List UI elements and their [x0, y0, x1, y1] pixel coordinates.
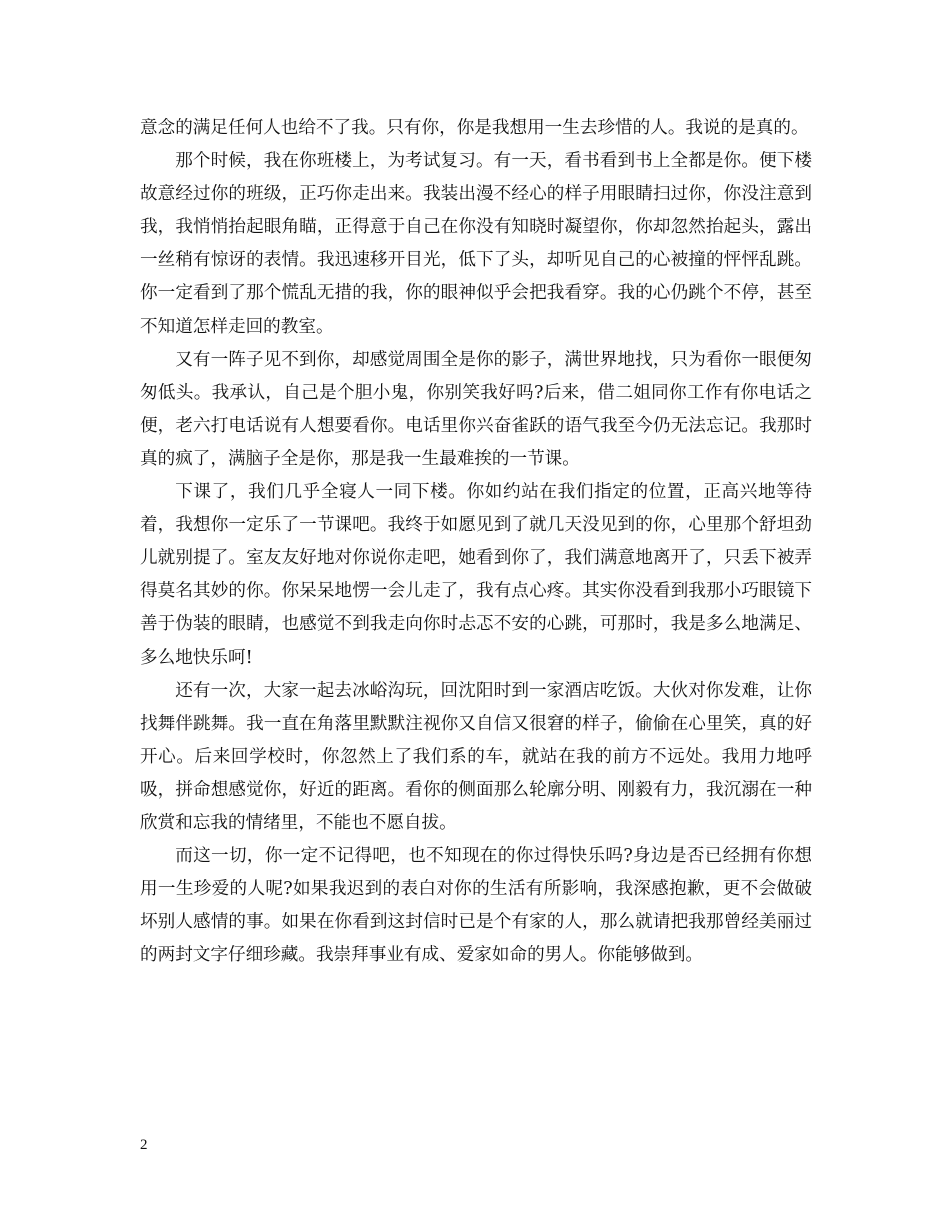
paragraph-1: 意念的满足任何人也给不了我。只有你，你是我想用一生去珍惜的人。我说的是真的。	[140, 118, 809, 138]
letter-body	[140, 112, 812, 972]
page-number: 2	[140, 1137, 148, 1153]
paragraph-4: 下课了，我们几乎全寝人一同下楼。你如约站在我们指定的位置，正高兴地等待着，我想你一定乐了一节课吧。我终于如愿见到了就几天没见到的你，心里那个舒坦劲儿就别提了。室友友好地对你说你走吧，她看到你了，我们满意地离开了，只丢下被弄得莫名其妙的你。你呆呆地愣一会儿走了，我有点心疼。其实你没看到我那小巧眼镜下善于伪装的眼睛，也感觉不到我走向你时忐忑不安的心跳，可那时，我是多么地满足、多么地快乐呵!	[140, 482, 812, 668]
paragraph-2: 那个时候，我在你班楼上，为考试复习。有一天，看书看到书上全都是你。便下楼故意经过你的班级，正巧你走出来。我装出漫不经心的样子用眼睛扫过你，你没注意到我，我悄悄抬起眼角瞄，正得意于自己在你没有知晓时凝望你，你却忽然抬起头，露出一丝稍有惊讶的表情。我迅速移开目光，低下了头，却听见自己的心被撞的怦怦乱跳。你一定看到了那个慌乱无措的我，你的眼神似乎会把我看穿。我的心仍跳个不停，甚至不知道怎样走回的教室。	[140, 151, 812, 337]
paragraph-3: 又有一阵子见不到你，却感觉周围全是你的影子，满世界地找，只为看你一眼便匆匆低头。我承认，自己是个胆小鬼，你别笑我好吗?后来，借二姐同你工作有你电话之便，老六打电话说有人想要看你。电话里你兴奋雀跃的语气我至今仍无法忘记。我那时真的疯了，满脑子全是你，那是我一生最难挨的一节课。	[140, 349, 812, 469]
paragraph-6: 而这一切，你一定不记得吧，也不知现在的你过得快乐吗?身边是否已经拥有你想用一生珍爱的人呢?如果我迟到的表白对你的生活有所影响，我深感抱歉，更不会做破坏别人感情的事。如果在你看到这封信时已是个有家的人，那么就请把我那曾经美丽过的两封文字仔细珍藏。我崇拜事业有成、爱家如命的男人。你能够做到。	[140, 846, 812, 966]
paragraph-5: 还有一次，大家一起去冰峪沟玩，回沈阳时到一家酒店吃饭。大伙对你发难，让你找舞伴跳舞。我一直在角落里默默注视你又自信又很窘的样子，偷偷在心里笑，真的好开心。后来回学校时，你忽然上了我们系的车，就站在我的前方不远处。我用力地呼吸，拼命想感觉你，好近的距离。看你的侧面那么轮廓分明、刚毅有力，我沉溺在一种欣赏和忘我的情绪里，不能也不愿自拔。	[140, 680, 812, 833]
